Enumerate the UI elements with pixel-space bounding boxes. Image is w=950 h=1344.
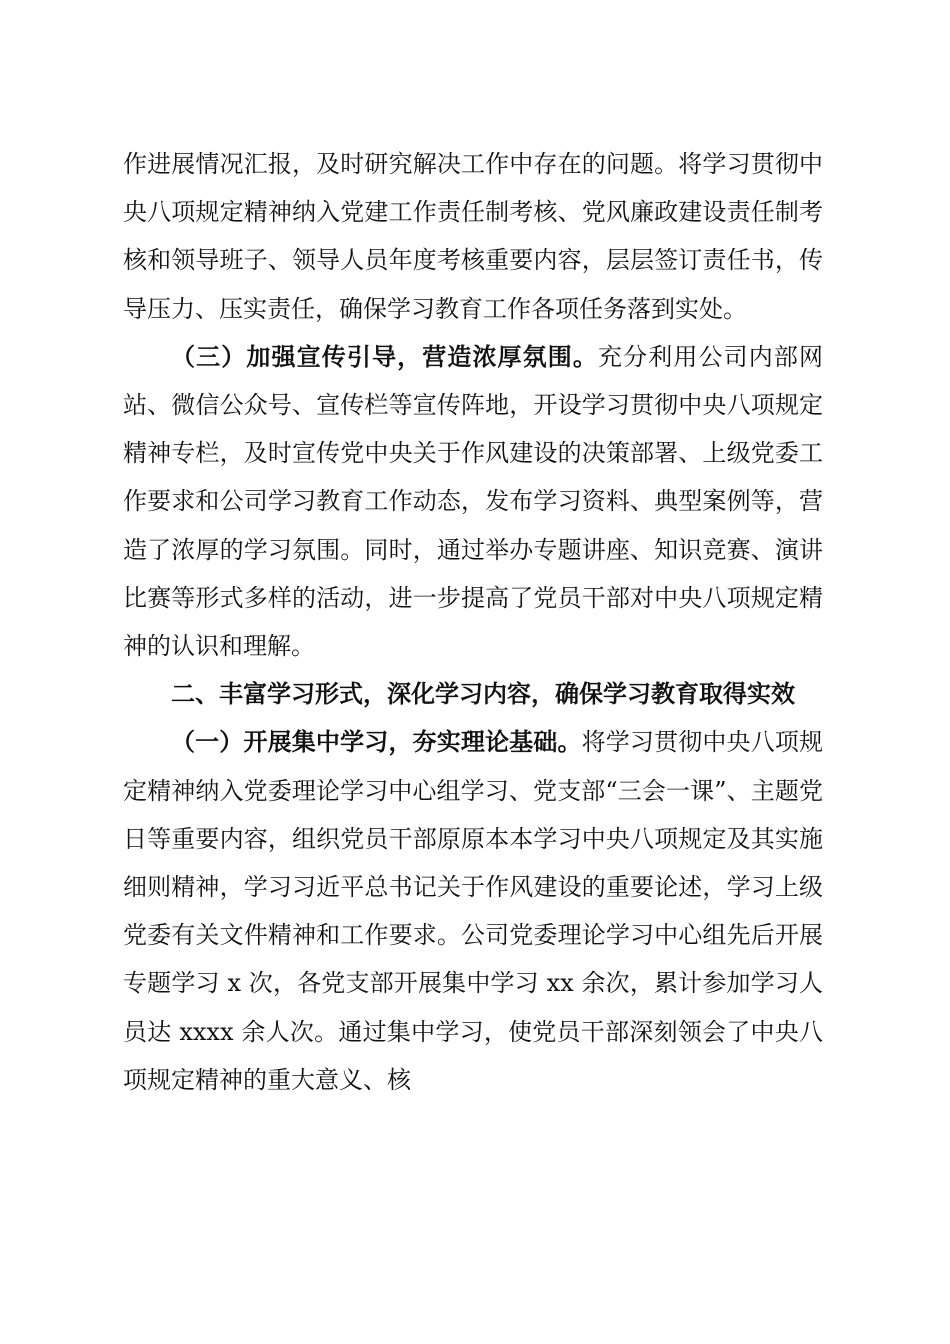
paragraph-continuation: 作进展情况汇报，及时研究解决工作中存在的问题。将学习贯彻中央八项规定精神纳入党建工作责任制考核、党风廉政建设责任制考核和领导班子、领导人员年度考核重要内容，层层签订责任书，传导压力、压实责任，确保学习教育工作各项任务落到实处。 <box>123 150 823 323</box>
section-heading-2: 二、丰富学习形式，深化学习内容，确保学习教育取得实效 <box>171 680 795 709</box>
paragraph-lead-heading: （三）加强宣传引导，营造浓厚氛围。 <box>171 342 599 371</box>
paragraph-lead-heading: （一）开展集中学习，夯实理论基础。 <box>171 728 582 757</box>
paragraph-centralized-study <box>123 718 823 1104</box>
document-page <box>123 140 823 1104</box>
paragraph-body: 充分利用公司内部网站、微信公众号、宣传栏等宣传阵地，开设学习贯彻中央八项规定精神专栏，及时宣传党中央关于作风建设的决策部署、上级党委工作要求和公司学习教育工作动态，发布学习资料、典型案例等，营造了浓厚的学习氛围。同时，通过举办专题讲座、知识竞赛、演讲比赛等形式多样的活动，进一步提高了党员干部对中央八项规定精神的认识和理解。 <box>123 342 824 661</box>
paragraph-body: 将学习贯彻中央八项规定精神纳入党委理论学习中心组学习、党支部“三会一课”、主题党日等重要内容，组织党员干部原原本本学习中央八项规定及其实施细则精神，学习习近平总书记关于作风建设的重要论述，学习上级党委有关文件精神和工作要求。公司党委理论学习中心组先后开展专题学习 x 次，各党支部开展集中学习 xx 余次，累计参加学习人员达 xxxx 余人次。通过集中学习，使党员干部深刻领会了中央八项规定精神的重大意义、核 <box>123 728 824 1094</box>
paragraph-publicity <box>123 333 823 670</box>
